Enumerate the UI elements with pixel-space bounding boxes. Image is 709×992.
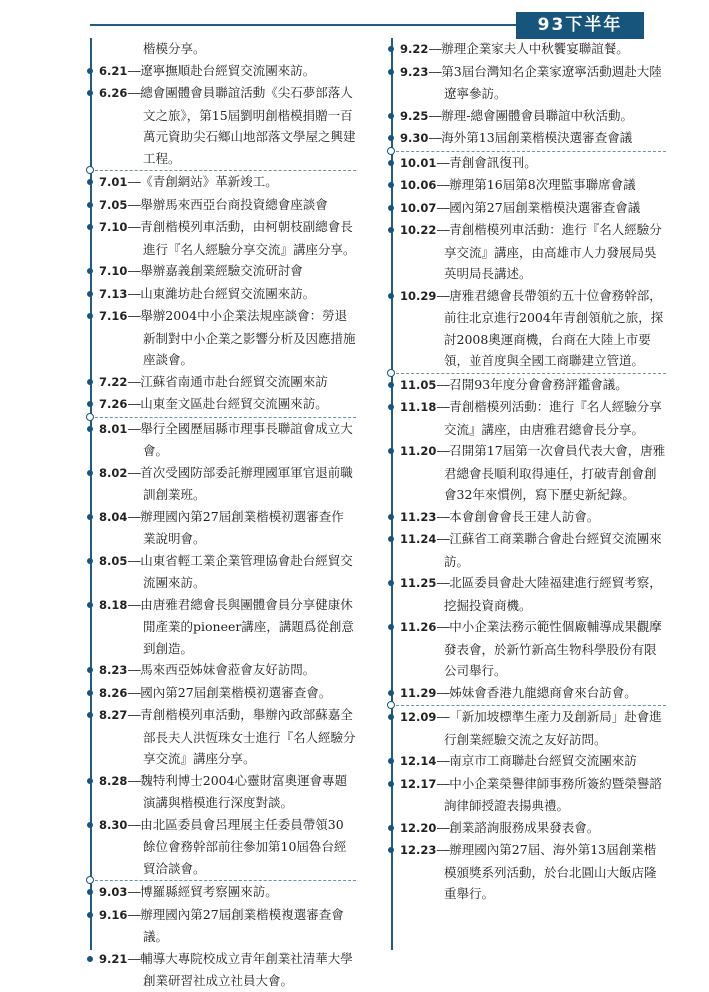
entry-text: 青創會訊復刊。 — [449, 154, 537, 170]
entry-text: 馬來西亞姊妹會蒞會友好訪問。 — [140, 662, 316, 677]
dash-leader: ---- — [436, 199, 450, 215]
dash-leader: ---- — [436, 443, 450, 458]
entry-body — [400, 572, 666, 616]
dash-leader: ---- — [127, 308, 141, 323]
entry-body — [99, 194, 356, 217]
entry-date: 11.23 — [400, 509, 437, 524]
entry-text: 辦理國內第27屆、海外第13屆創業楷模頒獎系列活動，於台北圓山大飯店隆重舉行。 — [444, 842, 657, 901]
bullet-dot-icon — [388, 690, 394, 696]
entry-date: 8.01 — [99, 421, 128, 436]
timeline-entry — [391, 396, 666, 440]
entry-text: 魏特利博士2004心靈財富奧運會專題演講與楷模進行深度對談。 — [140, 772, 348, 810]
bullet-dot-icon — [388, 781, 394, 787]
bullet-dot-icon — [388, 113, 394, 119]
bullet-dot-icon — [87, 514, 93, 520]
dash-leader: ---- — [127, 285, 141, 301]
dash-leader: ---- — [127, 196, 141, 212]
timeline-entry — [90, 682, 356, 705]
timeline-entry — [90, 659, 356, 682]
entry-body — [99, 948, 356, 992]
dash-leader: ---- — [436, 842, 450, 857]
entry-text: 中小企業榮譽律師事務所簽約暨榮譽諮詢律師授證表揚典禮。 — [444, 775, 662, 813]
left-column — [90, 38, 356, 992]
dash-leader: ---- — [436, 575, 450, 590]
entry-date: 6.21 — [99, 63, 128, 78]
entry-date: 7.26 — [99, 397, 128, 411]
entry-text: 博羅縣經貿考察團來訪。 — [140, 884, 278, 899]
entry-text: 輔導大專院校成立青年創業社清華大學創業研習社成立社員大會。 — [140, 950, 353, 988]
entry-text: 國內第27屆創業楷模初選審查會。 — [140, 684, 332, 700]
bullet-dot-icon — [87, 268, 93, 274]
entry-date: 10.01 — [400, 155, 437, 170]
bullet-dot-icon — [87, 889, 93, 895]
timeline-entry — [90, 417, 356, 462]
dash-leader: ---- — [428, 107, 442, 123]
left-entry-list — [90, 60, 356, 992]
bullet-dot-icon — [388, 514, 394, 520]
entry-date: 7.01 — [99, 175, 128, 189]
entry-text: 辦理國內第27屆創業楷模初選審查作業說明會。 — [140, 508, 344, 546]
timeline-entry — [391, 817, 666, 840]
timeline-entry — [90, 283, 356, 306]
bullet-dot-icon — [87, 667, 93, 673]
bullet-dot-icon — [388, 580, 394, 586]
dash-leader: ---- — [436, 684, 450, 700]
entry-text: 創業諮詢服務成果發表會。 — [449, 819, 600, 835]
entry-body — [99, 418, 356, 462]
entry-date: 7.05 — [99, 197, 128, 212]
entry-body — [99, 594, 356, 660]
timeline-entry — [90, 814, 356, 880]
timeline-entry — [90, 216, 356, 260]
dash-leader: ---- — [428, 130, 442, 145]
timeline-entry — [90, 170, 356, 194]
entry-body — [400, 197, 666, 220]
month-marker-icon — [387, 369, 395, 377]
entry-body — [99, 506, 356, 550]
bullet-dot-icon — [87, 690, 93, 696]
entry-date: 12.09 — [400, 710, 437, 724]
right-entry-list — [391, 38, 666, 905]
entry-text: 舉辦嘉義創業經驗交流研討會 — [140, 263, 303, 278]
entry-body — [400, 219, 666, 285]
entry-body — [400, 440, 666, 506]
entry-date: 9.21 — [99, 951, 128, 966]
entry-text: 山東濰坊赴台經貿交流團來訪。 — [140, 285, 316, 301]
timeline-entry — [90, 393, 356, 416]
entry-date: 12.20 — [400, 820, 437, 835]
dash-leader: ---- — [127, 772, 141, 788]
timeline-entry — [391, 285, 666, 372]
entry-text: 遼寧撫順赴台經貿交流團來訪。 — [140, 62, 316, 78]
bullet-dot-icon — [87, 68, 93, 74]
entry-text: 召開93年度分會會務評鑑會議。 — [449, 376, 628, 392]
entry-text: 由唐雅君總會長與團體會員分享健康休閒產業的pioneer講座，講題爲從創意到創造。 — [140, 596, 354, 656]
entry-text: 海外第13屆創業楷模決選審查會議 — [441, 130, 633, 145]
bullet-dot-icon — [388, 448, 394, 454]
entry-date: 10.22 — [400, 223, 437, 237]
dash-leader: ---- — [436, 399, 450, 414]
entry-text: 姊妹會香港九龍總商會來台訪會。 — [449, 684, 637, 700]
bullet-dot-icon — [388, 69, 394, 75]
entry-text: 青創楷模列車活動：進行『名人經驗分享交流』講座，由高雄市人力發展局吳英明局長講述。 — [444, 222, 662, 281]
entry-body — [400, 773, 666, 817]
bullet-dot-icon — [388, 847, 394, 853]
dash-leader: ---- — [127, 684, 141, 700]
timeline-entry — [90, 704, 356, 770]
bullet-dot-icon — [87, 712, 93, 718]
entry-date: 9.23 — [400, 64, 429, 79]
bullet-dot-icon — [388, 160, 394, 166]
dash-leader: ---- — [127, 508, 141, 524]
entry-text: 中小企業法務示範性個廠輔導成果觀摩發表會，於新竹新高生物科學股份有限公司舉行。 — [444, 619, 662, 678]
entry-body — [400, 285, 666, 372]
bullet-dot-icon — [388, 624, 394, 630]
entry-text: 山東奎文區赴台經貿交流團來訪。 — [140, 396, 328, 411]
dash-leader: ---- — [127, 85, 141, 100]
dash-leader: ---- — [436, 531, 450, 546]
month-marker-icon — [86, 413, 94, 421]
entry-date: 12.23 — [400, 843, 437, 857]
entry-date: 11.25 — [400, 576, 437, 590]
entry-date: 11.24 — [400, 532, 437, 546]
entry-body — [99, 216, 356, 260]
dash-leader: ---- — [127, 707, 141, 722]
entry-date: 9.30 — [400, 131, 429, 145]
entry-text: 北區委員會赴大陸福建進行經貿考察，挖掘投資商機。 — [444, 575, 662, 613]
entry-body — [400, 174, 666, 197]
entry-date: 8.02 — [99, 465, 128, 480]
entry-text: 山東省輕工業企業管理協會赴台經貿交流團來訪。 — [140, 552, 353, 590]
dash-leader: ---- — [127, 464, 141, 480]
dash-leader: ---- — [436, 177, 450, 192]
entry-text: 本會創會會長王建人訪會。 — [449, 508, 600, 524]
entry-body — [99, 704, 356, 770]
timeline-entry — [90, 506, 356, 550]
bullet-dot-icon — [87, 90, 93, 96]
timeline-entry — [90, 770, 356, 814]
timeline-entry — [391, 773, 666, 817]
bullet-dot-icon — [87, 558, 93, 564]
entry-body — [400, 38, 666, 61]
dash-leader: ---- — [127, 263, 141, 278]
timeline-entry — [391, 151, 666, 175]
entry-body — [99, 881, 356, 904]
entry-date: 8.28 — [99, 773, 128, 788]
entry-body — [400, 682, 666, 705]
timeline-entry — [391, 528, 666, 572]
bullet-dot-icon — [388, 227, 394, 233]
timeline-entry — [90, 880, 356, 904]
entry-body — [99, 770, 356, 814]
bullet-dot-icon — [87, 291, 93, 297]
bullet-dot-icon — [388, 46, 394, 52]
entry-date: 9.25 — [400, 108, 429, 123]
bullet-dot-icon — [388, 182, 394, 188]
dash-leader: ---- — [127, 884, 141, 899]
entry-date: 7.10 — [99, 264, 128, 278]
section-title: 93下半年 — [516, 12, 644, 39]
bullet-dot-icon — [87, 602, 93, 608]
bullet-dot-icon — [87, 179, 93, 185]
entry-body — [99, 814, 356, 880]
entry-date: 10.06 — [400, 178, 437, 192]
dash-leader: ---- — [436, 709, 450, 724]
entry-date: 8.26 — [99, 685, 128, 700]
bullet-dot-icon — [388, 293, 394, 299]
entry-date: 8.18 — [99, 597, 128, 612]
timeline-entry — [90, 194, 356, 217]
bullet-dot-icon — [87, 313, 93, 319]
bullet-dot-icon — [388, 404, 394, 410]
bullet-dot-icon — [388, 758, 394, 764]
timeline-entry — [90, 550, 356, 594]
entry-body — [99, 305, 356, 371]
entry-text: 辦理企業家夫人中秋饗宴聯誼餐。 — [441, 41, 629, 56]
entry-body — [99, 60, 356, 83]
entry-text: 江蘇省南通市赴台經貿交流團來訪 — [140, 373, 328, 389]
entry-body — [400, 105, 666, 128]
dash-leader: ---- — [428, 63, 442, 79]
entry-date: 7.10 — [99, 220, 128, 234]
bullet-dot-icon — [87, 912, 93, 918]
timeline-entry — [90, 948, 356, 992]
entry-body — [400, 750, 666, 773]
entry-text: 唐雅君總會長帶領約五十位會務幹部，前往北京進行2004年青創領航之旅，探討2008奧運商機，台商在大陸上市要領，並首度與全國工商聯建立管道。 — [444, 287, 664, 368]
entry-body — [400, 152, 666, 175]
bullet-dot-icon — [388, 205, 394, 211]
dash-leader: ---- — [127, 906, 141, 922]
dash-leader: ---- — [436, 287, 450, 303]
entry-date: 12.14 — [400, 754, 437, 768]
entry-body — [400, 839, 666, 905]
dash-leader: ---- — [436, 222, 450, 237]
dash-leader: ---- — [127, 396, 141, 411]
entry-text: 辦理第16屆第8次理監事聯席會議 — [449, 177, 636, 192]
timeline-entry — [90, 305, 356, 371]
entry-text: 國內第27屆創業楷模決選審查會議 — [449, 199, 641, 215]
bullet-dot-icon — [388, 714, 394, 720]
entry-body — [400, 374, 666, 397]
entry-date: 12.17 — [400, 776, 437, 791]
bullet-dot-icon — [87, 379, 93, 385]
timeline-entry — [391, 174, 666, 197]
entry-body — [99, 283, 356, 306]
dash-leader: ---- — [127, 552, 141, 568]
entry-body — [400, 61, 666, 105]
entry-text: 江蘇省工商業聯合會赴台經貿交流團來訪。 — [444, 531, 662, 569]
dash-leader: ---- — [436, 376, 450, 392]
timeline-entry — [90, 462, 356, 506]
month-marker-icon — [387, 701, 395, 709]
continued-text: 楷模分享。 — [143, 41, 206, 56]
bullet-dot-icon — [388, 135, 394, 141]
entry-date: 10.29 — [400, 288, 437, 303]
entry-date: 8.23 — [99, 663, 128, 677]
right-column — [391, 38, 666, 905]
entry-body — [99, 171, 356, 194]
timeline-entry — [391, 572, 666, 616]
entry-body — [99, 904, 356, 948]
entry-text: 青創楷模列活動：進行『名人經驗分享交流』講座，由唐雅君總會長分享。 — [444, 399, 662, 437]
dash-leader: ---- — [428, 41, 442, 56]
entry-date: 11.29 — [400, 685, 437, 700]
entry-text: 辦理-總會團體會員聯誼中秋活動。 — [441, 107, 634, 123]
dash-leader: ---- — [127, 219, 141, 234]
entry-date: 8.04 — [99, 509, 128, 524]
timeline-entry — [391, 750, 666, 773]
timeline-entry — [391, 682, 666, 705]
entry-date: 7.13 — [99, 286, 128, 301]
entry-body — [400, 528, 666, 572]
entry-body — [99, 82, 356, 169]
entry-body — [400, 616, 666, 682]
entry-body — [400, 817, 666, 840]
timeline-entry — [391, 197, 666, 220]
entry-date: 8.27 — [99, 708, 128, 722]
entry-body — [99, 462, 356, 506]
entry-date: 9.03 — [99, 885, 128, 899]
timeline-entry — [391, 127, 666, 150]
timeline-entry — [391, 38, 666, 61]
entry-body — [400, 396, 666, 440]
entry-text: 由北區委員會呂理展主任委員帶領30餘位會務幹部前往參加第10屆魯台經貿洽談會。 — [140, 816, 347, 876]
entry-text: 青創楷模列車活動，由柯朝枝副總會長進行『名人經驗分享交流』講座分享。 — [140, 219, 356, 257]
timeline-entry — [391, 506, 666, 529]
dash-leader: ---- — [436, 508, 450, 524]
bullet-dot-icon — [87, 401, 93, 407]
entry-date: 9.22 — [400, 42, 429, 56]
entry-body — [99, 393, 356, 416]
timeline-entry — [391, 705, 666, 750]
month-marker-icon — [86, 166, 94, 174]
dash-leader: ---- — [436, 819, 450, 835]
month-marker-icon — [86, 876, 94, 884]
dash-leader: ---- — [127, 596, 141, 612]
dash-leader: ---- — [127, 662, 141, 677]
dash-leader: ---- — [127, 62, 141, 78]
timeline-entry — [90, 60, 356, 83]
dash-leader: ---- — [436, 619, 450, 634]
dash-leader: ---- — [127, 950, 141, 966]
bullet-dot-icon — [87, 778, 93, 784]
timeline-entry — [391, 373, 666, 397]
entry-body — [99, 659, 356, 682]
entry-text: 召開第17屆第一次會員代表大會，唐雅君總會長順利取得連任，打破青創會創會32年來慣例，寫下歷史新紀錄。 — [444, 443, 666, 502]
timeline-entry — [90, 260, 356, 283]
entry-text: 「新加坡標準生產力及創新局」赴會進行創業經驗交流之友好訪問。 — [444, 709, 662, 747]
dash-leader: ---- — [127, 373, 141, 389]
entry-date: 10.07 — [400, 200, 437, 215]
dash-leader: ---- — [436, 775, 450, 791]
entry-text: 《青創網站》革新竣工。 — [140, 174, 278, 189]
entry-text: 總會團體會員聯誼活動《尖石夢部落人文之旅》，第15屆劉明創楷模捐贈一百萬元資助尖石鄉山地部落文學屋之興建工程。 — [140, 85, 356, 166]
month-marker-icon — [387, 147, 395, 155]
bullet-dot-icon — [87, 426, 93, 432]
entry-text: 舉辦2004中小企業法規座談會：勞退新制對中小企業之影響分析及因應措施座談會。 — [140, 308, 356, 367]
entry-date: 11.26 — [400, 620, 437, 634]
entry-body — [400, 706, 666, 750]
entry-body — [99, 682, 356, 705]
entry-text: 辦理國內第27屆創業楷模複選審查會議。 — [140, 906, 344, 944]
bullet-dot-icon — [388, 382, 394, 388]
bullet-dot-icon — [87, 202, 93, 208]
entry-date: 7.16 — [99, 309, 128, 323]
timeline-entry — [391, 839, 666, 905]
entry-date: 7.22 — [99, 374, 128, 389]
timeline-entry — [391, 219, 666, 285]
bullet-dot-icon — [87, 822, 93, 828]
bullet-dot-icon — [87, 224, 93, 230]
timeline-entry — [391, 616, 666, 682]
entry-body — [400, 506, 666, 529]
entry-body — [99, 550, 356, 594]
entry-date: 11.05 — [400, 377, 437, 392]
entry-text: 青創楷模列車活動，舉辦內政部蘇嘉全部長夫人洪恆珠女士進行『名人經驗分享交流』講座分享。 — [140, 707, 356, 766]
dash-leader: ---- — [436, 753, 450, 768]
entry-body — [99, 260, 356, 283]
dash-leader: ---- — [436, 154, 450, 170]
entry-text: 舉辦馬來西亞台商投資總會座談會 — [140, 196, 328, 212]
timeline-entry — [391, 440, 666, 506]
bullet-dot-icon — [388, 536, 394, 542]
entry-body — [400, 127, 666, 150]
timeline-entry — [391, 105, 666, 128]
bullet-dot-icon — [87, 956, 93, 962]
timeline-entry — [90, 594, 356, 660]
entry-text: 第3屆台灣知名企業家遼寧活動週赴大陸遼寧參訪。 — [441, 63, 662, 101]
entry-date: 9.16 — [99, 907, 128, 922]
entry-date: 6.26 — [99, 86, 128, 100]
bullet-dot-icon — [87, 470, 93, 476]
timeline-entry — [391, 61, 666, 105]
entry-date: 11.20 — [400, 444, 437, 458]
timeline-entry — [90, 82, 356, 169]
entry-date: 8.30 — [99, 817, 128, 832]
bullet-dot-icon — [388, 825, 394, 831]
entry-text: 舉行全國歷屆縣市理事長聯誼會成立大會。 — [140, 420, 353, 458]
entry-body — [99, 371, 356, 394]
dash-leader: ---- — [127, 174, 141, 189]
timeline-entry — [90, 904, 356, 948]
timeline-entry — [90, 371, 356, 394]
dash-leader: ---- — [127, 420, 141, 436]
entry-text: 南京市工商聯赴台經貿交流團來訪 — [449, 753, 637, 768]
dash-leader: ---- — [127, 816, 141, 832]
entry-text: 首次受國防部委託辦理國軍軍官退前職訓創業班。 — [140, 464, 353, 502]
entry-date: 8.05 — [99, 553, 128, 568]
entry-date: 11.18 — [400, 400, 437, 414]
